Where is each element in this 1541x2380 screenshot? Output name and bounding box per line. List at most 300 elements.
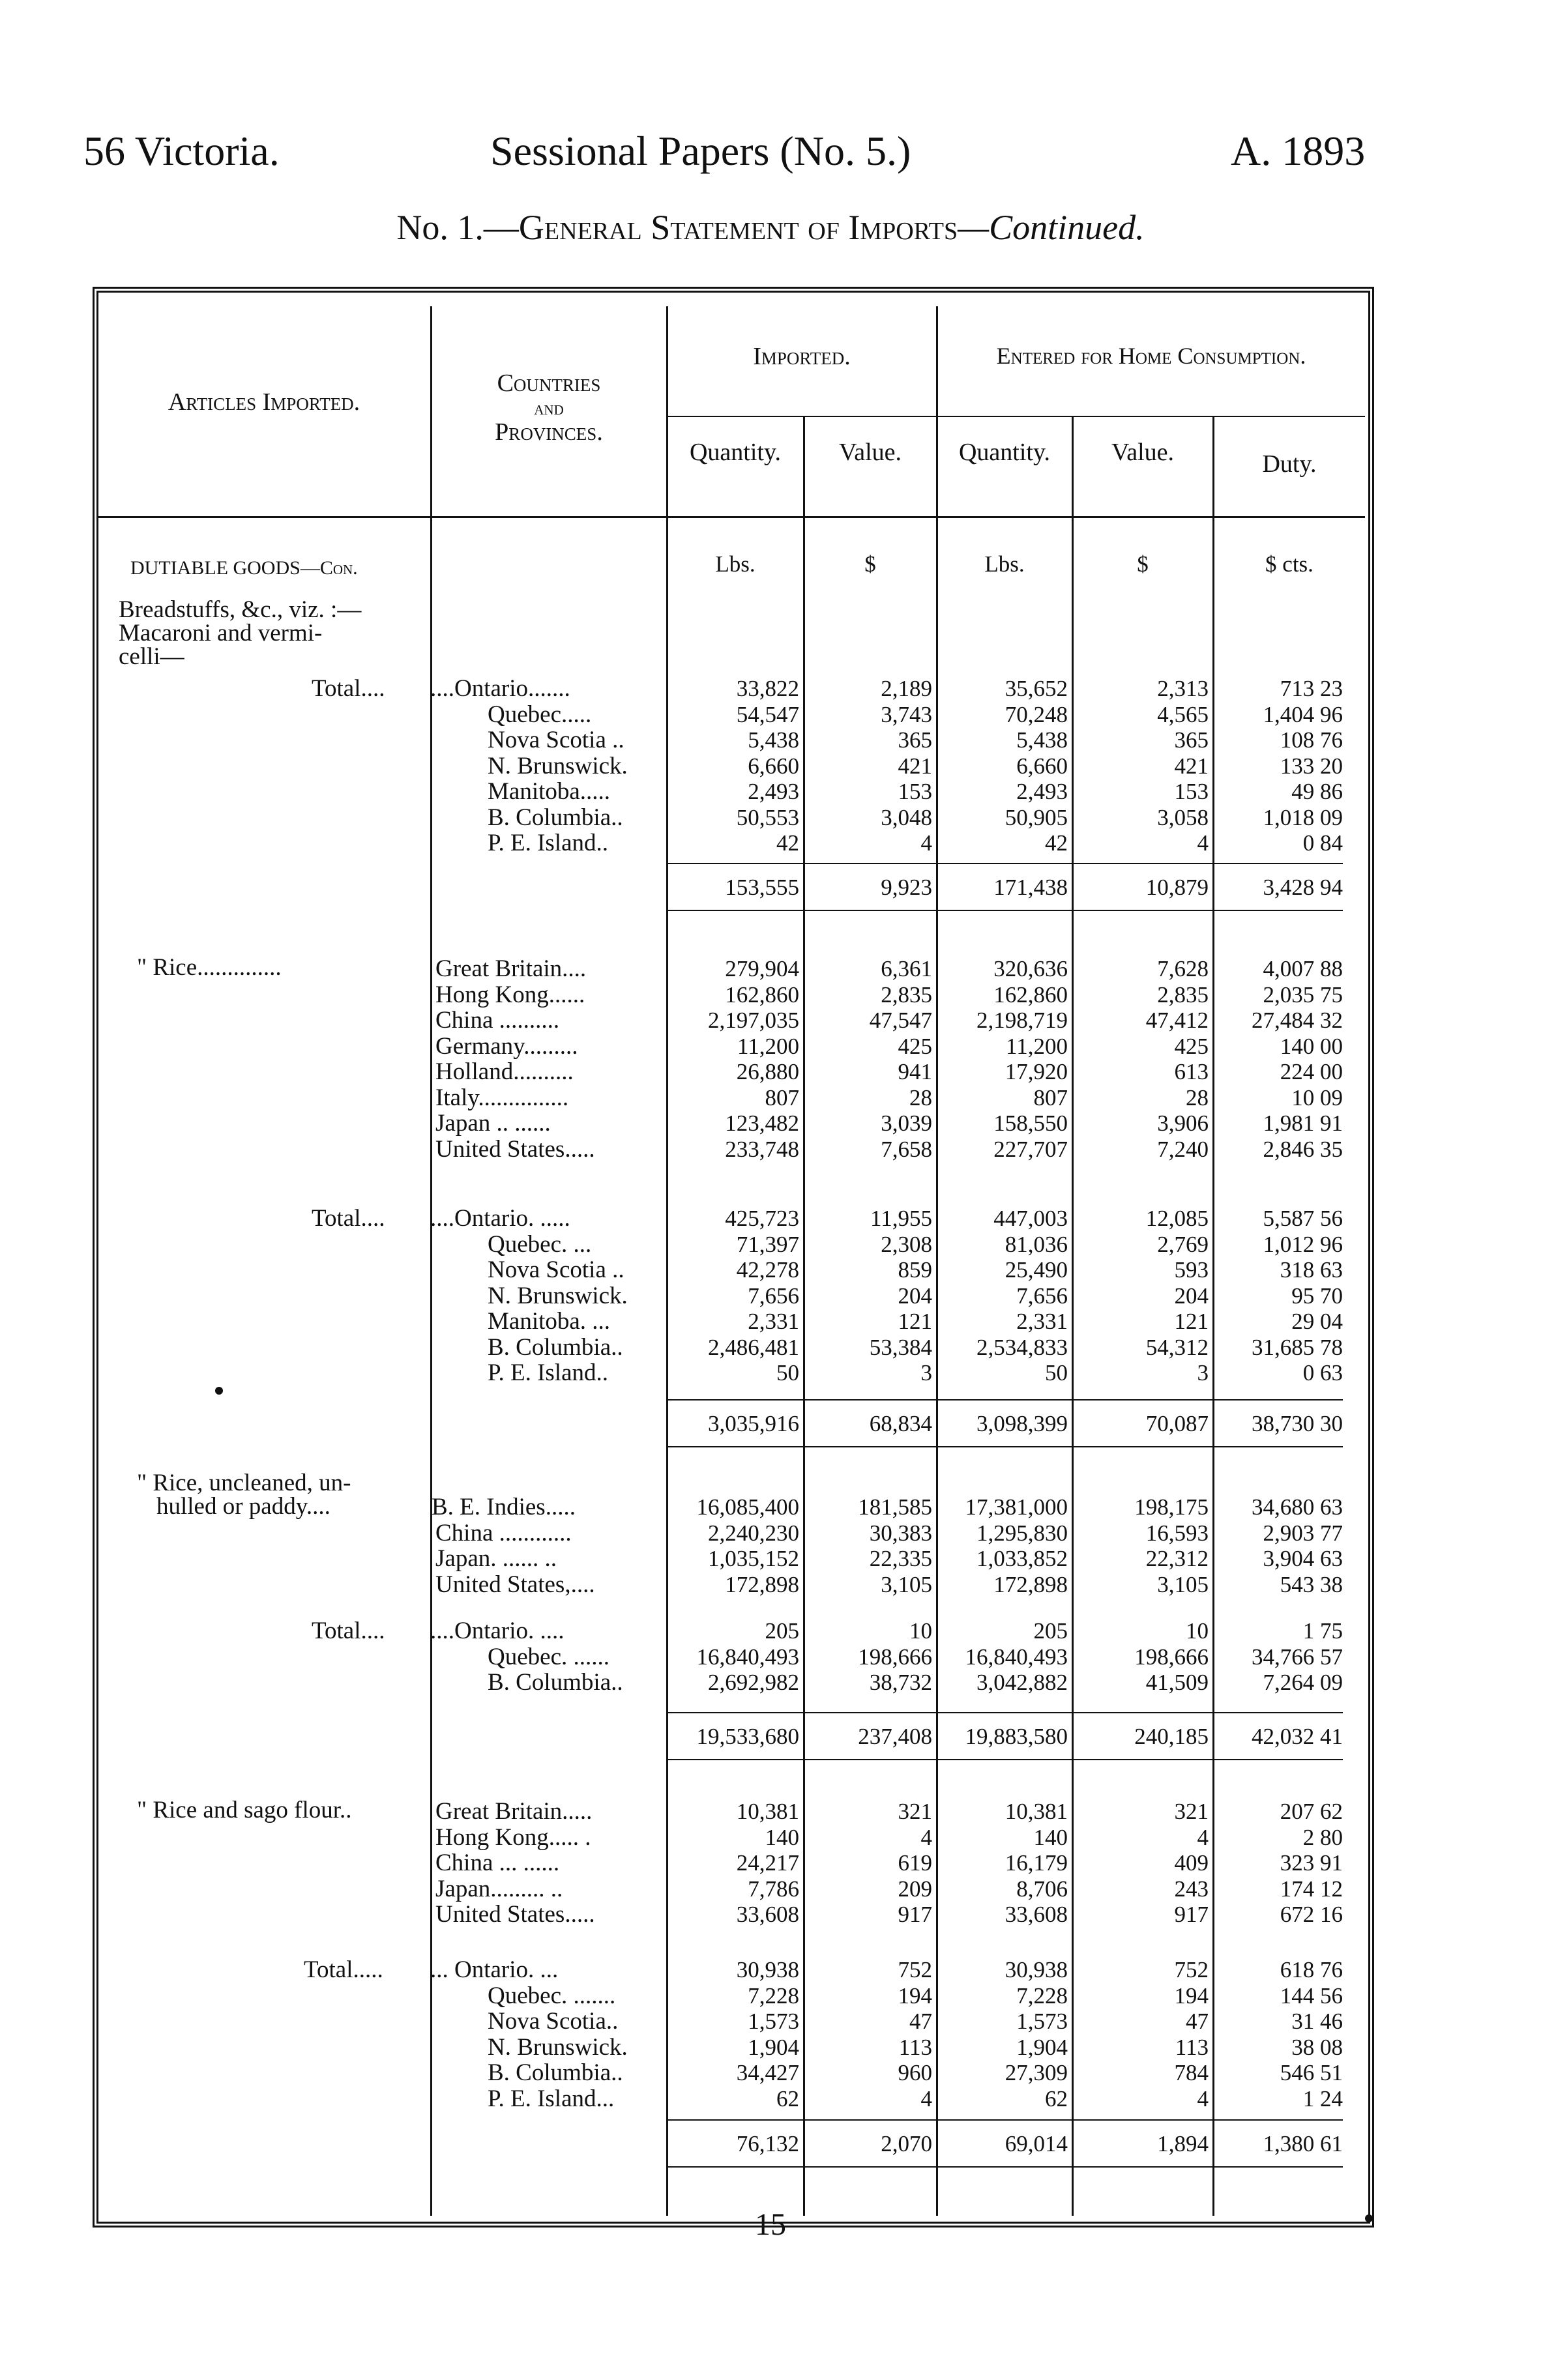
cell-d: 1,012 96 — [1263, 1231, 1343, 1257]
cell-q: 2,692,982 — [708, 1670, 799, 1695]
country-name: Holland.......... — [435, 1058, 574, 1085]
cell-v2: 3 — [1197, 1360, 1209, 1386]
country-name: United States..... — [435, 1135, 595, 1163]
cell-q: 50 — [776, 1360, 799, 1386]
total-v: 68,834 — [869, 1411, 932, 1436]
cell-v: 209 — [898, 1876, 932, 1902]
cell-d: 318 63 — [1280, 1257, 1343, 1283]
country-name: B. Columbia.. — [488, 804, 623, 831]
total-label: Total.... — [312, 1205, 385, 1232]
country-name: Nova Scotia.. — [488, 2008, 619, 2035]
cell-v: 752 — [898, 1957, 932, 1982]
total-rule — [668, 2119, 1343, 2121]
cell-v2: 425 — [1174, 1033, 1209, 1059]
cell-q2: 27,309 — [1005, 2060, 1068, 2085]
country-name: Japan .. ...... — [435, 1110, 551, 1137]
cell-q: 24,217 — [736, 1850, 799, 1876]
country-name: B. Columbia.. — [488, 1333, 623, 1361]
col-duty: Duty. — [1262, 450, 1317, 478]
cell-q: 16,085,400 — [696, 1494, 799, 1520]
cell-v: 153 — [898, 779, 932, 804]
country-name: P. E. Island... — [488, 2085, 615, 2112]
cell-q: 233,748 — [725, 1136, 799, 1162]
cell-q: 71,397 — [736, 1231, 799, 1257]
cell-v: 859 — [898, 1257, 932, 1283]
cell-v2: 47,412 — [1145, 1008, 1209, 1033]
cell-v2: 7,628 — [1157, 956, 1209, 981]
cell-q: 1,573 — [748, 2009, 799, 2034]
cell-v2: 41,509 — [1145, 1670, 1209, 1695]
country-name: Manitoba..... — [488, 778, 611, 805]
cell-d: 34,680 63 — [1252, 1494, 1343, 1520]
units-val: $ — [864, 551, 876, 577]
cell-v: 113 — [898, 2034, 932, 2060]
cell-v: 11,955 — [870, 1206, 932, 1231]
total-rule — [668, 910, 1343, 911]
cell-d: 2 80 — [1302, 1824, 1343, 1850]
country-name: Hong Kong..... . — [435, 1823, 591, 1851]
cell-v: 30,383 — [869, 1520, 932, 1546]
cell-v2: 54,312 — [1145, 1334, 1209, 1360]
country-name: Quebec. ...... — [488, 1643, 609, 1670]
cell-v2: 4,565 — [1157, 701, 1209, 727]
cell-q2: 16,179 — [1005, 1850, 1068, 1876]
country-name: Quebec. ... — [488, 1230, 592, 1258]
cell-v: 53,384 — [869, 1334, 932, 1360]
cell-q2: 70,248 — [1005, 701, 1068, 727]
units-qty2: Lbs. — [984, 551, 1025, 577]
total-label: Total.... — [312, 1618, 385, 1644]
cell-q2: 62 — [1045, 2085, 1068, 2112]
cell-v: 941 — [898, 1059, 932, 1084]
total-q: 19,533,680 — [696, 1724, 799, 1749]
cell-q: 30,938 — [736, 1957, 799, 1982]
total-label: Total..... — [304, 1956, 383, 1983]
cell-v2: 16,593 — [1145, 1520, 1209, 1546]
units-duty: $ cts. — [1265, 551, 1314, 577]
cell-v2: 3,105 — [1157, 1571, 1209, 1597]
cell-q2: 7,656 — [1016, 1283, 1068, 1309]
country-name: P. E. Island.. — [488, 830, 608, 856]
country-name: Great Britain..... — [435, 1798, 593, 1825]
cell-v2: 752 — [1174, 1957, 1209, 1982]
cell-q2: 5,438 — [1016, 727, 1068, 753]
cell-q: 140 — [765, 1824, 799, 1850]
cell-q: 1,904 — [748, 2034, 799, 2060]
cell-d: 5,587 56 — [1263, 1206, 1343, 1231]
cell-v2: 917 — [1174, 1902, 1209, 1927]
cell-q2: 227,707 — [993, 1136, 1068, 1162]
cell-q: 10,381 — [736, 1799, 799, 1824]
cell-v: 4 — [920, 830, 932, 856]
cell-d: 224 00 — [1280, 1059, 1343, 1084]
cell-q: 7,228 — [748, 1982, 799, 2009]
cell-v: 3,048 — [881, 804, 932, 830]
country-name: ....Ontario....... — [430, 675, 570, 702]
cell-v2: 3,906 — [1157, 1110, 1209, 1136]
article-label: hulled or paddy.... — [156, 1493, 330, 1520]
rule-articles — [430, 306, 432, 2216]
country-name: Hong Kong...... — [435, 981, 585, 1008]
ink-mark — [215, 1387, 223, 1395]
col-quantity: Quantity. — [689, 439, 781, 466]
cell-v: 28 — [909, 1084, 932, 1110]
cell-v2: 784 — [1174, 2060, 1209, 2085]
units-qty: Lbs. — [715, 551, 756, 577]
cell-q: 54,547 — [736, 701, 799, 727]
total-v2: 10,879 — [1145, 875, 1209, 900]
country-name: Nova Scotia .. — [488, 1256, 624, 1283]
rule-subheader — [668, 416, 1365, 417]
country-name: B. Columbia.. — [488, 1669, 623, 1696]
total-q2: 171,438 — [993, 875, 1068, 900]
cell-v2: 121 — [1174, 1309, 1209, 1334]
cell-q2: 11,200 — [1006, 1033, 1068, 1059]
cell-q2: 3,042,882 — [976, 1670, 1068, 1695]
col-value: Value. — [838, 439, 902, 466]
cell-d: 174 12 — [1280, 1876, 1343, 1902]
cell-d: 108 76 — [1280, 727, 1343, 753]
cell-q: 5,438 — [748, 727, 799, 753]
cell-v2: 22,312 — [1145, 1546, 1209, 1571]
cell-v: 3,743 — [881, 701, 932, 727]
cell-v: 4 — [920, 1824, 932, 1850]
cell-v: 3,105 — [881, 1571, 932, 1597]
total-q2: 19,883,580 — [965, 1724, 1068, 1749]
cell-v: 365 — [898, 727, 932, 753]
cell-v2: 47 — [1186, 2009, 1209, 2034]
cell-d: 1,981 91 — [1263, 1110, 1343, 1136]
article-label: " Rice.............. — [137, 954, 282, 981]
cell-q2: 205 — [1033, 1618, 1068, 1644]
cell-d: 133 20 — [1280, 753, 1343, 779]
total-q: 153,555 — [725, 875, 799, 900]
cell-v: 2,308 — [881, 1231, 932, 1257]
cell-q2: 1,904 — [1016, 2034, 1068, 2060]
cell-v2: 198,175 — [1134, 1494, 1209, 1520]
country-name: China ............ — [435, 1519, 572, 1546]
page-title — [0, 207, 1541, 248]
cell-v: 421 — [898, 753, 932, 779]
cell-q2: 7,228 — [1016, 1982, 1068, 2009]
cell-q2: 2,534,833 — [976, 1334, 1068, 1360]
cell-d: 38 08 — [1291, 2034, 1343, 2060]
cell-d: 144 56 — [1280, 1982, 1343, 2009]
cell-q2: 2,198,719 — [976, 1008, 1068, 1033]
cell-q: 2,331 — [748, 1309, 799, 1334]
cell-v2: 321 — [1174, 1799, 1209, 1824]
cell-q: 7,656 — [748, 1283, 799, 1309]
cell-v: 10 — [909, 1618, 932, 1644]
total-d: 1,380 61 — [1263, 2131, 1343, 2156]
cell-d: 27,484 32 — [1252, 1008, 1343, 1033]
cell-q2: 447,003 — [993, 1206, 1068, 1231]
cell-v: 2,189 — [881, 676, 932, 701]
cell-v2: 204 — [1174, 1283, 1209, 1309]
cell-q2: 2,331 — [1016, 1309, 1068, 1334]
col-home-consumption: Entered for Home Consumption. — [996, 343, 1306, 369]
cell-q2: 17,381,000 — [965, 1494, 1068, 1520]
cell-q: 16,840,493 — [696, 1644, 799, 1670]
cell-v2: 4 — [1197, 1824, 1209, 1850]
total-label: Total.... — [312, 675, 385, 702]
cell-q2: 1,573 — [1016, 2009, 1068, 2034]
cell-q2: 140 — [1033, 1824, 1068, 1850]
total-d: 3,428 94 — [1263, 875, 1343, 900]
cell-q2: 1,295,830 — [976, 1520, 1068, 1546]
cell-d: 713 23 — [1280, 676, 1343, 701]
cell-q: 33,822 — [736, 676, 799, 701]
country-name: United States..... — [435, 1901, 595, 1928]
cell-v: 22,335 — [869, 1546, 932, 1571]
cell-v2: 3,058 — [1157, 804, 1209, 830]
cell-v2: 2,835 — [1157, 981, 1209, 1008]
cell-q: 172,898 — [725, 1571, 799, 1597]
article-label: Macaroni and vermi- — [119, 620, 323, 646]
cell-v: 4 — [920, 2085, 932, 2112]
cell-v: 194 — [898, 1982, 932, 2009]
cell-q2: 2,493 — [1016, 779, 1068, 804]
cell-q2: 320,636 — [993, 956, 1068, 981]
country-name: N. Brunswick. — [488, 1282, 628, 1309]
cell-d: 7,264 09 — [1263, 1670, 1343, 1695]
cell-d: 618 76 — [1280, 1957, 1343, 1982]
cell-q2: 30,938 — [1005, 1957, 1068, 1982]
col-imported: Imported. — [753, 343, 851, 370]
country-name: Quebec. ....... — [488, 1982, 616, 2009]
cell-d: 49 86 — [1291, 779, 1343, 804]
col-value2: Value. — [1111, 439, 1175, 466]
cell-v2: 7,240 — [1157, 1136, 1209, 1162]
title-suffix: —Continued. — [958, 208, 1145, 247]
cell-d: 29 04 — [1291, 1309, 1343, 1334]
total-q: 76,132 — [736, 2131, 799, 2156]
total-rule — [668, 1759, 1343, 1760]
total-rule — [668, 1399, 1343, 1400]
cell-v2: 2,313 — [1157, 676, 1209, 701]
cell-v2: 113 — [1175, 2034, 1209, 2060]
cell-q: 33,608 — [736, 1902, 799, 1927]
cell-v: 321 — [898, 1799, 932, 1824]
cell-q2: 50,905 — [1005, 804, 1068, 830]
cell-d: 2,903 77 — [1263, 1520, 1343, 1546]
cell-v2: 421 — [1174, 753, 1209, 779]
header-right: A. 1893 — [1231, 128, 1366, 174]
rule-header-bottom — [98, 516, 1365, 518]
cell-q2: 81,036 — [1005, 1231, 1068, 1257]
total-rule — [668, 2166, 1343, 2168]
cell-q: 6,660 — [748, 753, 799, 779]
cell-q: 2,197,035 — [708, 1008, 799, 1033]
cell-d: 2,035 75 — [1263, 981, 1343, 1008]
cell-v2: 2,769 — [1157, 1231, 1209, 1257]
cell-q2: 807 — [1033, 1084, 1068, 1110]
cell-q: 34,427 — [736, 2060, 799, 2085]
cell-q2: 6,660 — [1016, 753, 1068, 779]
article-label: " Rice, uncleaned, un- — [137, 1470, 351, 1496]
country-name: Germany......... — [435, 1032, 578, 1060]
cell-d: 323 91 — [1280, 1850, 1343, 1876]
cell-d: 95 70 — [1291, 1283, 1343, 1309]
total-v2: 70,087 — [1145, 1411, 1209, 1436]
cell-d: 1 24 — [1302, 2085, 1343, 2112]
total-v2: 240,185 — [1134, 1724, 1209, 1749]
total-v: 2,070 — [881, 2131, 932, 2156]
country-name: Nova Scotia .. — [488, 727, 624, 753]
cell-d: 31,685 78 — [1252, 1334, 1343, 1360]
article-label: celli— — [119, 643, 184, 670]
country-name: Italy............... — [435, 1084, 569, 1111]
total-q2: 69,014 — [1005, 2131, 1068, 2156]
cell-q: 42,278 — [736, 1257, 799, 1283]
total-q2: 3,098,399 — [976, 1411, 1068, 1436]
cell-d: 10 09 — [1291, 1084, 1343, 1110]
cell-q: 50,553 — [736, 804, 799, 830]
cell-q: 162,860 — [725, 981, 799, 1008]
country-name: Manitoba. ... — [488, 1308, 611, 1335]
country-name: B. Columbia.. — [488, 2059, 623, 2086]
cell-d: 0 63 — [1302, 1360, 1343, 1386]
cell-v: 38,732 — [869, 1670, 932, 1695]
cell-q2: 33,608 — [1005, 1902, 1068, 1927]
cell-q2: 10,381 — [1005, 1799, 1068, 1824]
cell-q2: 8,706 — [1016, 1876, 1068, 1902]
article-label: " Rice and sago flour.. — [137, 1797, 352, 1823]
cell-d: 672 16 — [1280, 1902, 1343, 1927]
country-name: ... Ontario. ... — [430, 1956, 559, 1983]
title-prefix: No. 1.— — [396, 208, 519, 247]
units-article: DUTIABLE GOODS—Con. — [130, 557, 358, 579]
cell-v2: 593 — [1174, 1257, 1209, 1283]
title-main: General Statement of Imports — [518, 208, 958, 247]
total-v2: 1,894 — [1157, 2131, 1209, 2156]
cell-d: 1,018 09 — [1263, 804, 1343, 830]
country-name: N. Brunswick. — [488, 752, 628, 779]
country-name: B. E. Indies..... — [432, 1494, 576, 1520]
cell-v: 619 — [898, 1850, 932, 1876]
cell-d: 2,846 35 — [1263, 1136, 1343, 1162]
cell-q2: 16,840,493 — [965, 1644, 1068, 1670]
cell-d: 4,007 88 — [1263, 956, 1343, 981]
cell-v: 47 — [909, 2009, 932, 2034]
cell-v: 181,585 — [858, 1494, 932, 1520]
cell-q2: 158,550 — [993, 1110, 1068, 1136]
total-d: 42,032 41 — [1252, 1724, 1343, 1749]
country-name: P. E. Island.. — [488, 1359, 608, 1386]
country-name: Japan. ...... .. — [435, 1545, 557, 1572]
cell-q2: 25,490 — [1005, 1257, 1068, 1283]
cell-d: 3,904 63 — [1263, 1546, 1343, 1571]
cell-q: 2,486,481 — [708, 1334, 799, 1360]
cell-q2: 50 — [1045, 1360, 1068, 1386]
cell-q: 7,786 — [748, 1876, 799, 1902]
cell-v2: 198,666 — [1134, 1644, 1209, 1670]
cell-d: 31 46 — [1291, 2009, 1343, 2034]
cell-v2: 365 — [1174, 727, 1209, 753]
cell-v2: 28 — [1186, 1084, 1209, 1110]
country-name: China .......... — [435, 1007, 560, 1034]
cell-q: 42 — [776, 830, 799, 856]
total-rule — [668, 1712, 1343, 1713]
country-name: Great Britain.... — [435, 955, 587, 982]
country-name: ....Ontario. ..... — [430, 1205, 570, 1232]
cell-q: 11,200 — [737, 1033, 799, 1059]
country-name: Quebec..... — [488, 701, 592, 728]
cell-v: 3,039 — [881, 1110, 932, 1136]
cell-v: 917 — [898, 1902, 932, 1927]
cell-d: 543 38 — [1280, 1571, 1343, 1597]
cell-q2: 1,033,852 — [976, 1546, 1068, 1571]
article-label: Breadstuffs, &c., viz. :— — [119, 596, 362, 623]
cell-q2: 17,920 — [1005, 1059, 1068, 1084]
cell-v2: 153 — [1174, 779, 1209, 804]
total-v: 237,408 — [858, 1724, 932, 1749]
cell-v2: 4 — [1197, 2085, 1209, 2112]
cell-q: 205 — [765, 1618, 799, 1644]
cell-q: 26,880 — [736, 1059, 799, 1084]
cell-v: 2,835 — [881, 981, 932, 1008]
header-left: 56 Victoria. — [83, 128, 280, 174]
cell-q2: 35,652 — [1005, 676, 1068, 701]
cell-q: 62 — [776, 2085, 799, 2112]
cell-q: 2,240,230 — [708, 1520, 799, 1546]
cell-v2: 10 — [1186, 1618, 1209, 1644]
cell-v: 7,658 — [881, 1136, 932, 1162]
country-name: ....Ontario. .... — [430, 1618, 565, 1644]
cell-v2: 243 — [1174, 1876, 1209, 1902]
cell-d: 1 75 — [1302, 1618, 1343, 1644]
cell-v2: 194 — [1174, 1982, 1209, 2009]
cell-q: 2,493 — [748, 779, 799, 804]
cell-q: 425,723 — [725, 1206, 799, 1231]
cell-q: 1,035,152 — [708, 1546, 799, 1571]
cell-v: 198,666 — [858, 1644, 932, 1670]
page-number: 15 — [755, 2207, 786, 2242]
cell-d: 207 62 — [1280, 1799, 1343, 1824]
cell-q: 123,482 — [725, 1110, 799, 1136]
cell-q2: 162,860 — [993, 981, 1068, 1008]
cell-q2: 172,898 — [993, 1571, 1068, 1597]
cell-v: 425 — [898, 1033, 932, 1059]
country-name: United States,.... — [435, 1571, 595, 1598]
cell-d: 140 00 — [1280, 1033, 1343, 1059]
cell-v: 204 — [898, 1283, 932, 1309]
cell-v: 47,547 — [869, 1008, 932, 1033]
cell-d: 1,404 96 — [1263, 701, 1343, 727]
total-q: 3,035,916 — [708, 1411, 799, 1436]
cell-v: 121 — [898, 1309, 932, 1334]
cell-q2: 42 — [1045, 830, 1068, 856]
country-name: Japan......... .. — [435, 1875, 563, 1902]
total-rule — [668, 863, 1343, 864]
total-v: 9,923 — [881, 875, 932, 900]
col-articles: Articles Imported. — [168, 388, 360, 416]
total-d: 38,730 30 — [1252, 1411, 1343, 1436]
cell-v: 3 — [920, 1360, 932, 1386]
cell-v: 960 — [898, 2060, 932, 2085]
cell-v2: 4 — [1197, 830, 1209, 856]
cell-v2: 613 — [1174, 1059, 1209, 1084]
col-countries: Countries and Provinces. — [495, 370, 603, 446]
cell-q: 279,904 — [725, 956, 799, 981]
cell-v: 6,361 — [881, 956, 932, 981]
cell-d: 546 51 — [1280, 2060, 1343, 2085]
cell-d: 0 84 — [1302, 830, 1343, 856]
cell-q: 807 — [765, 1084, 799, 1110]
total-rule — [668, 1446, 1343, 1447]
col-quantity2: Quantity. — [958, 439, 1050, 466]
country-name: China ... ...... — [435, 1850, 560, 1876]
